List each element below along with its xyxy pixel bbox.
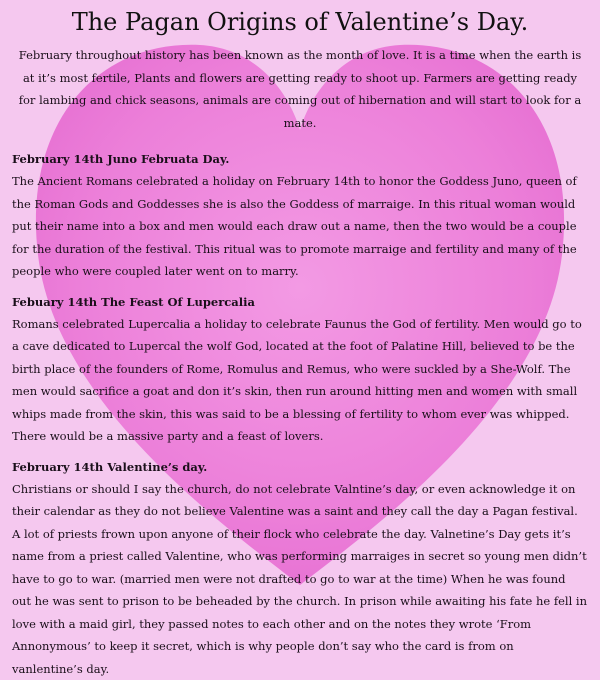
intro-paragraph: February throughout history has been known as the month of love. It is a time when the earth is at it’s most fertile, Plants and flowers are getting ready to shoot up. Farmers are getting ready for lambing and chick seasons, animals are coming out of hibernation and will start to look for a mate. bbox=[12, 44, 588, 134]
section-heading: Febuary 14th The Feast Of Lupercalia bbox=[12, 291, 588, 313]
section-juno-februata bbox=[12, 148, 588, 283]
section-body: Romans celebrated Lupercalia a holiday to celebrate Faunus the God of fertility. Men would go to a cave dedicated to Lupercal the wolf God, located at the foot of Palatine Hill, believed to be the birth place of the founders of Rome, Romulus and Remus, who were suckled by a She-Wolf. The men would sacrifice a goat and don it’s skin, then run around hitting men and women with small whips made from the skin, this was said to be a blessing of fertility to whom ever was whipped. There would be a massive party and a feast of lovers. bbox=[12, 313, 588, 448]
section-heading: February 14th Valentine’s day. bbox=[12, 456, 588, 478]
section-valentines-day bbox=[12, 456, 588, 680]
section-body: Christians or should I say the church, do not celebrate Valntine’s day, or even acknowledge it on their calendar as they do not believe Valentine was a saint and they call the day a Pagan festival. A lot of priests frown upon anyone of their flock who celebrate the day. Valnetine’s Day gets it’s name from a priest called Valentine, who was performing marraiges in secret so young men didn’t have to go to war. (married men were not drafted to go to war at the time) When he was found out he was sent to prison to be beheaded by the church. In prison while awaiting his fate he fell in love with a maid girl, they passed notes to each other and on the notes they wrote ‘From Annonymous’ to keep it secret, which is why people don’t say who the card is from on vanlentine’s day. bbox=[12, 478, 588, 680]
section-body: The Ancient Romans celebrated a holiday on February 14th to honor the Goddess Juno, queen of the Roman Gods and Goddesses she is also the Goddess of marraige. In this ritual woman would put their name into a box and men would each draw out a name, then the two would be a couple for the duration of the festival. This ritual was to promote marraige and fertility and many of the people who were coupled later went on to marry. bbox=[12, 170, 588, 283]
section-heading: February 14th Juno Februata Day. bbox=[12, 148, 588, 170]
section-lupercalia bbox=[12, 291, 588, 448]
page-title: The Pagan Origins of Valentine’s Day. bbox=[12, 6, 588, 38]
